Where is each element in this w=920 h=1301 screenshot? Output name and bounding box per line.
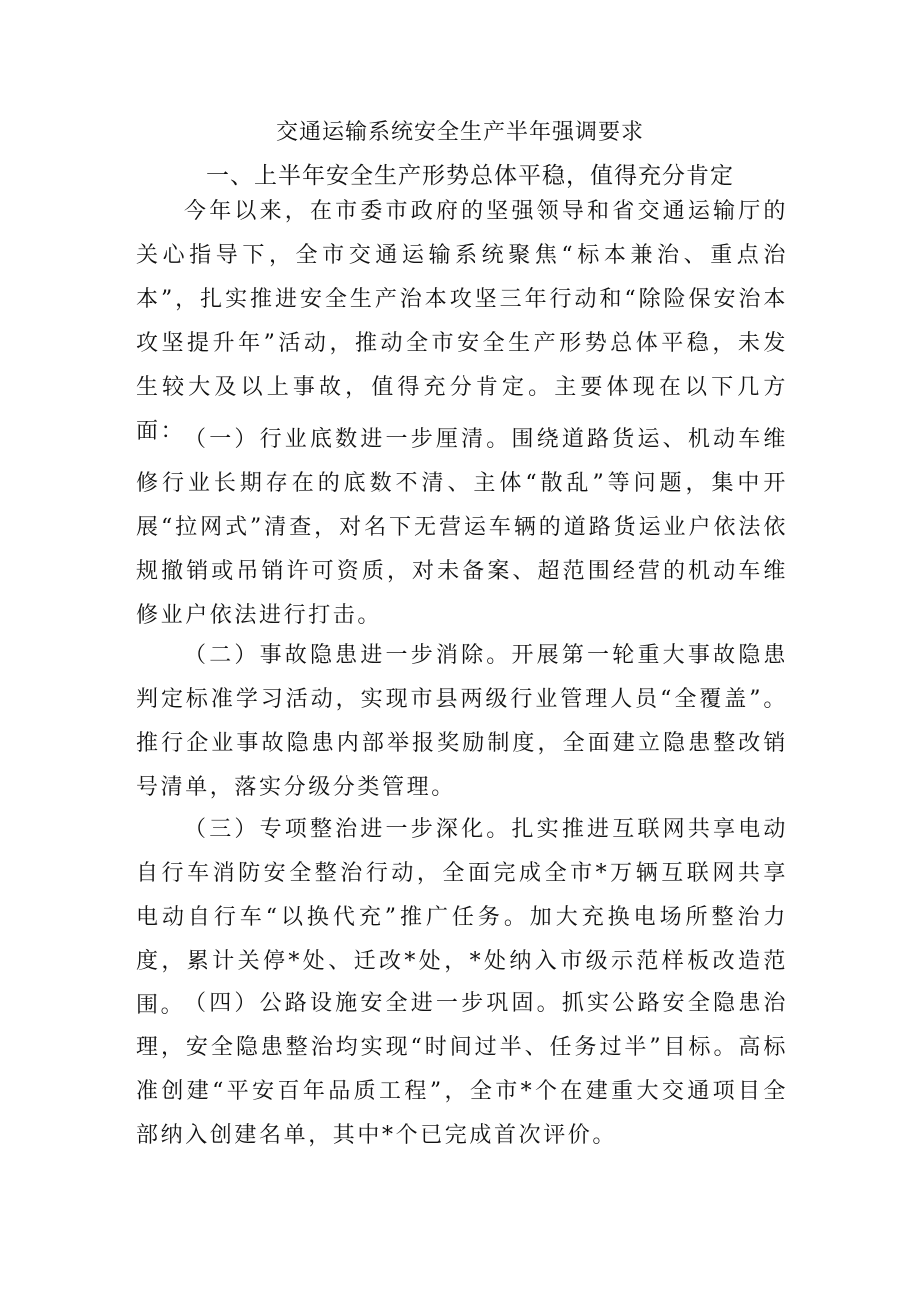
section-heading: 一、上半年安全生产形势总体平稳，值得充分肯定 xyxy=(206,163,734,189)
paragraph-special-rectification: （三）专项整治进一步深化。扎实推进互联网共享电动自行车消防安全整治行动，全面完成全市*万辆互联网共享电动自行车“以换代充”推广任务。加大充换电场所整治力度，累计关停*处、迁改*处，*处纳入市级示范样板改造范围。 xyxy=(136,817,788,1018)
paragraph-hazard-elimination: （二）事故隐患进一步消除。开展第一轮重大事故隐患判定标准学习活动，实现市县两级行业管理人员“全覆盖”。推行企业事故隐患内部举报奖励制度，全面建立隐患整改销号清单，落实分级分类管理。 xyxy=(136,643,788,800)
document-title: 交通运输系统安全生产半年强调要求 xyxy=(275,120,644,145)
paragraph-highway-safety: （四）公路设施安全进一步巩固。抓实公路安全隐患治理，安全隐患整治均实现“时间过半、任务过半”目标。高标准创建“平安百年品质工程”，全市*个在建重大交通项目全部纳入创建名单，其中*个已完成首次评价。 xyxy=(136,991,788,1148)
paragraph-industry-baseline: （一）行业底数进一步厘清。围绕道路货运、机动车维修行业长期存在的底数不清、主体“散乱”等问题，集中开展“拉网式”清查，对名下无营运车辆的道路货运业户依法依规撤销或吊销许可资质，对未备案、超范围经营的机动车维修业户依法进行打击。 xyxy=(136,427,788,628)
intro-paragraph: 今年以来，在市委市政府的坚强领导和省交通运输厅的关心指导下，全市交通运输系统聚焦“标本兼治、重点治本”，扎实推进安全生产治本攻坚三年行动和“除险保安治本攻坚提升年”活动，推动全市安全生产形势总体平稳，未发生较大及以上事故，值得充分肯定。主要体现在以下几方面： xyxy=(136,199,788,444)
